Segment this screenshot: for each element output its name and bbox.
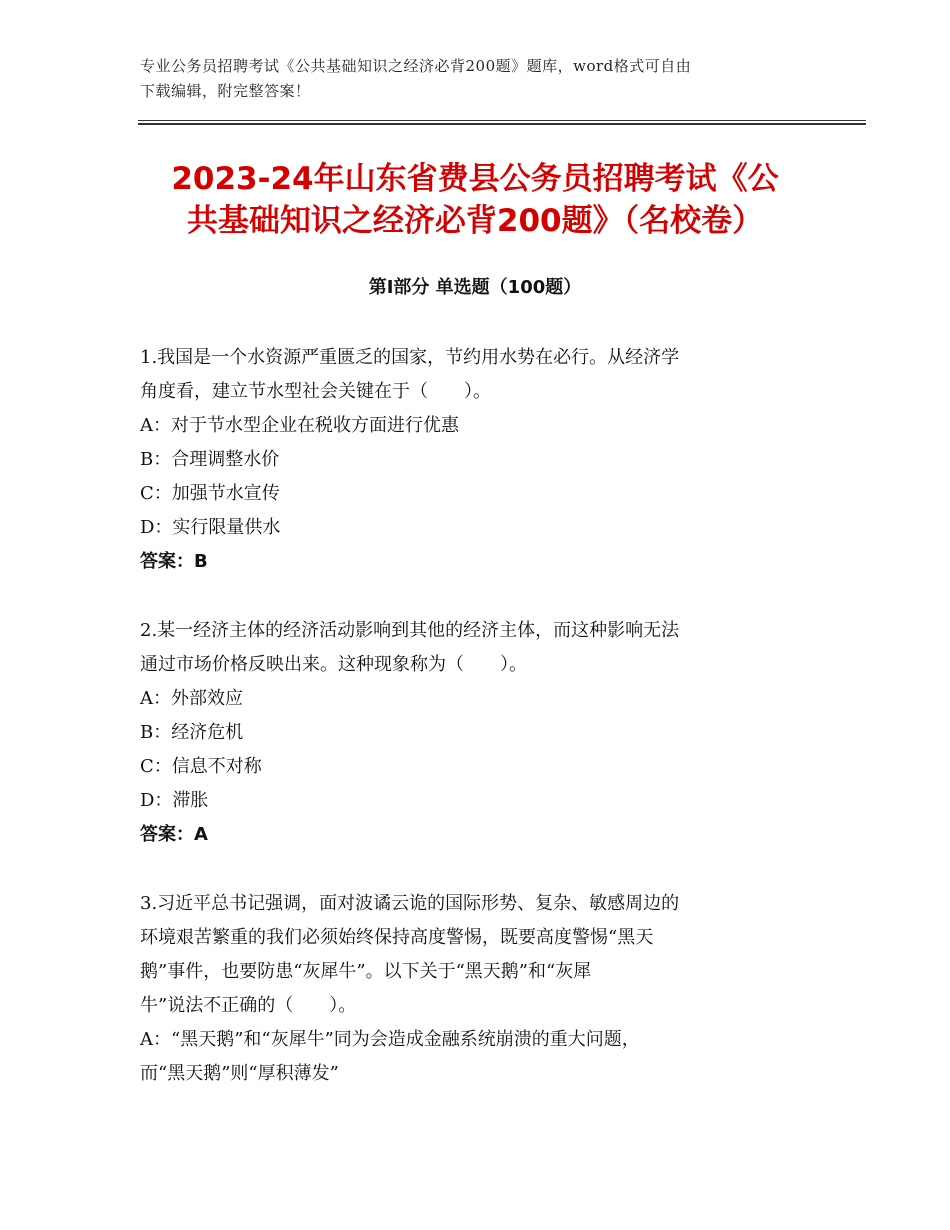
question-stem-line: 牛”说法不正确的（ ）。 xyxy=(140,995,357,1016)
question-stem-line: 通过市场价格反映出来。这种现象称为（ ）。 xyxy=(140,654,527,675)
option-a-continued: 而“黑天鹅”则“厚积薄发” xyxy=(140,1063,339,1084)
question-stem-line: 角度看，建立节水型社会关键在于（ ）。 xyxy=(140,381,491,402)
option-c: C：加强节水宣传 xyxy=(140,483,280,504)
header-divider-thin xyxy=(138,120,866,121)
section-heading: 第Ⅰ部分 单选题（100题） xyxy=(368,277,582,298)
header-divider-thick xyxy=(138,123,866,125)
question-stem-line: 1.我国是一个水资源严重匮乏的国家，节约用水势在必行。从经济学 xyxy=(140,347,680,368)
answer-label: 答案：A xyxy=(140,824,208,845)
question-stem-line: 环境艰苦繁重的我们必须始终保持高度警惕，既要高度警惕“黑天 xyxy=(140,927,654,948)
option-a: A：“黑天鹅”和“灰犀牛”同为会造成金融系统崩溃的重大问题， xyxy=(140,1029,640,1050)
option-b: B：经济危机 xyxy=(140,722,244,743)
question-3 xyxy=(140,887,800,1091)
question-stem-line: 3.习近平总书记强调，面对波谲云诡的国际形势、复杂、敏感周边的 xyxy=(140,893,680,914)
question-stem-line: 2.某一经济主体的经济活动影响到其他的经济主体，而这种影响无法 xyxy=(140,620,680,641)
document-title xyxy=(130,158,820,242)
question-stem-line: 鹅”事件，也要防患“灰犀牛”。以下关于“黑天鹅”和“灰犀 xyxy=(140,961,592,982)
document-title-line: 共基础知识之经济必背200题》（名校卷） xyxy=(186,203,764,239)
option-b: B：合理调整水价 xyxy=(140,449,280,470)
answer-label: 答案：B xyxy=(140,551,208,572)
option-c: C：信息不对称 xyxy=(140,756,262,777)
option-d: D：滞胀 xyxy=(140,790,209,811)
option-a: A：外部效应 xyxy=(140,688,243,709)
header-note-line: 专业公务员招聘考试《公共基础知识之经济必背200题》题库，word格式可自由 xyxy=(140,57,692,75)
question-1 xyxy=(140,341,800,579)
option-d: D：实行限量供水 xyxy=(140,517,281,538)
header-note xyxy=(140,54,820,104)
option-a: A：对于节水型企业在税收方面进行优惠 xyxy=(140,415,459,436)
document-title-line: 2023-24年山东省费县公务员招聘考试《公 xyxy=(171,161,779,197)
question-2 xyxy=(140,614,800,852)
header-note-line: 下载编辑，附完整答案！ xyxy=(140,82,311,100)
